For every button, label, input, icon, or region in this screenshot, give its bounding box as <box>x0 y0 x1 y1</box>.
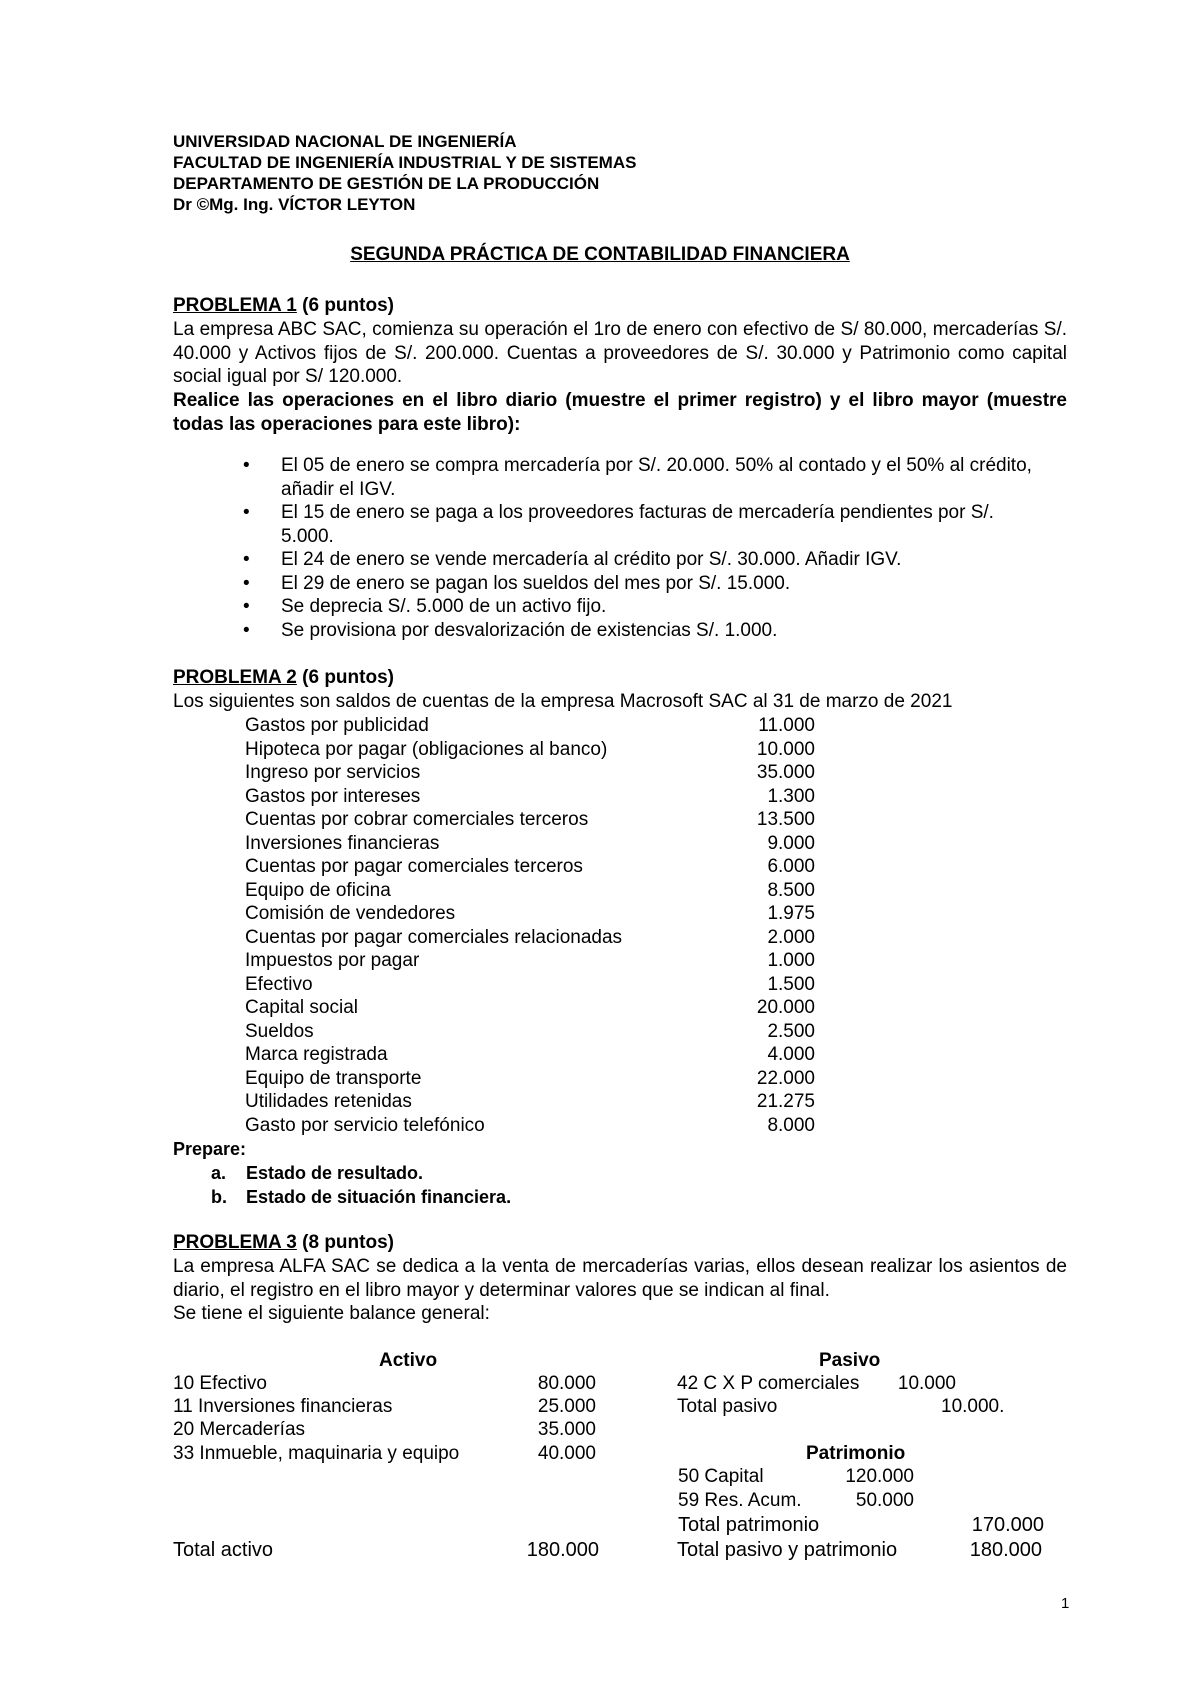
account-value: 1.975 <box>767 903 815 924</box>
list-item <box>245 832 815 856</box>
document-header <box>173 131 636 215</box>
total-pasivo-value: 10.000. <box>941 1396 1005 1417</box>
account-value: 11.000 <box>758 715 815 736</box>
list-item <box>173 1161 511 1185</box>
list-item <box>245 761 815 785</box>
header-university: UNIVERSIDAD NACIONAL DE INGENIERÍA <box>173 132 517 151</box>
list-item <box>245 1020 815 1044</box>
account-value: 8.500 <box>767 879 815 901</box>
activo-name: 11 Inversiones financieras <box>173 1396 393 1417</box>
account-value: 35.000 <box>756 762 815 783</box>
account-name: Sueldos <box>245 1020 314 1042</box>
account-value: 1.500 <box>767 973 815 995</box>
account-name: Impuestos por pagar <box>245 950 420 971</box>
capital-value: 120.000 <box>845 1466 914 1487</box>
account-value: 1.000 <box>767 950 815 971</box>
task-letter: a. <box>211 1163 227 1183</box>
pasivo-row-name: 42 C X P comerciales <box>677 1373 860 1394</box>
list-item: • El 05 de enero se compra mercadería por S/. 20.000. 50% al contado y el 50% al crédito, añadir el IGV. <box>243 454 1043 501</box>
header-faculty: FACULTAD DE INGENIERÍA INDUSTRIAL Y DE SISTEMAS <box>173 153 637 172</box>
list-item <box>245 926 815 950</box>
list-item <box>245 1043 815 1067</box>
account-name: Cuentas por cobrar comerciales terceros <box>245 809 589 830</box>
total-activo-value: 180.000 <box>526 1539 599 1561</box>
problem2-prepare <box>173 1137 511 1209</box>
account-name: Gasto por servicio telefónico <box>245 1114 485 1136</box>
account-value: 20.000 <box>756 997 815 1018</box>
problem1-instruction: Realice las operaciones en el libro diario (muestre el primer registro) y el libro mayor (muestre todas las operaciones para este libro): <box>173 390 1067 435</box>
total-patrimonio-label: Total patrimonio <box>678 1514 820 1536</box>
account-name: Gastos por intereses <box>245 785 421 807</box>
list-item: • El 24 de enero se vende mercadería al crédito por S/. 30.000. Añadir IGV. <box>243 548 1043 572</box>
account-name: Inversiones financieras <box>245 832 440 854</box>
problem2-heading-label: PROBLEMA 2 <box>173 667 297 688</box>
activo-value: 40.000 <box>537 1443 596 1464</box>
problem3-text: La empresa ALFA SAC se dedica a la venta de mercaderías varias, ellos desean realizar los asientos de diario, el registro en el libro mayor y determinar valores que se indican al final. <box>173 1256 1067 1301</box>
task-text: Estado de resultado. <box>246 1163 424 1183</box>
problem3-text2: Se tiene el siguiente balance general: <box>173 1303 490 1324</box>
account-name: Equipo de oficina <box>245 879 391 901</box>
problem2-heading <box>173 667 394 689</box>
patrimonio-title: Patrimonio <box>806 1443 906 1464</box>
problem2-points: (6 puntos) <box>296 667 394 688</box>
list-item: • El 15 de enero se paga a los proveedores facturas de mercadería pendientes por S/. 5.000. <box>243 501 1043 548</box>
page-number: 1 <box>1061 1595 1070 1612</box>
list-item <box>245 1067 815 1091</box>
list-item <box>245 714 815 738</box>
account-value: 1.300 <box>767 785 815 807</box>
list-item <box>245 855 815 879</box>
problem3-heading <box>173 1232 394 1254</box>
task-text: Estado de situación financiera. <box>246 1187 512 1207</box>
account-value: 13.500 <box>756 809 815 830</box>
list-item <box>173 1185 511 1209</box>
list-item <box>245 879 815 903</box>
problem3-points: (8 puntos) <box>296 1232 394 1253</box>
account-name: Gastos por publicidad <box>245 715 429 736</box>
problem1-heading <box>173 295 394 317</box>
account-value: 4.000 <box>767 1044 815 1065</box>
account-value: 2.000 <box>767 926 815 948</box>
total-pasivo-patrimonio-value: 180.000 <box>969 1539 1042 1561</box>
account-value: 6.000 <box>767 856 815 877</box>
list-item <box>245 996 815 1020</box>
activo-value: 80.000 <box>537 1373 596 1394</box>
account-value: 21.275 <box>756 1091 815 1112</box>
account-value: 2.500 <box>767 1020 815 1042</box>
account-value: 22.000 <box>756 1067 815 1089</box>
list-item <box>245 738 815 762</box>
account-value: 8.000 <box>767 1114 815 1136</box>
list-item <box>245 902 815 926</box>
account-name: Marca registrada <box>245 1044 388 1065</box>
account-value: 9.000 <box>767 832 815 854</box>
document-title: SEGUNDA PRÁCTICA DE CONTABILIDAD FINANCIERA <box>350 244 850 265</box>
list-item <box>245 785 815 809</box>
activo-title: Activo <box>379 1350 438 1371</box>
problem1-text: La empresa ABC SAC, comienza su operación el 1ro de enero con efectivo de S/ 80.000, mercaderías S/. 40.000 y Activos fijos de S/. 200.000. Cuentas a proveedores de S/. 30.000 y Patrimonio como capital social igual por S/ 120.000. <box>173 319 1067 387</box>
problem1-bullet-list <box>243 454 1043 642</box>
activo-name: 10 Efectivo <box>173 1373 267 1394</box>
account-name: Comisión de vendedores <box>245 903 456 924</box>
account-name: Ingreso por servicios <box>245 762 421 783</box>
account-value: 10.000 <box>756 738 815 760</box>
pasivo-row-value: 10.000 <box>897 1373 956 1394</box>
problem2-intro: Los siguientes son saldos de cuentas de la empresa Macrosoft SAC al 31 de marzo de 2021 <box>173 691 953 712</box>
problem1-heading-label: PROBLEMA 1 <box>173 295 297 316</box>
total-pasivo-label: Total pasivo <box>677 1396 778 1417</box>
header-author: Dr ©Mg. Ing. VÍCTOR LEYTON <box>173 195 416 214</box>
capital-label: 50 Capital <box>678 1466 764 1487</box>
list-item <box>245 1090 815 1114</box>
res-acum-value: 50.000 <box>855 1490 914 1511</box>
list-item: • Se provisiona por desvalorización de existencias S/. 1.000. <box>243 619 1043 643</box>
account-name: Hipoteca por pagar (obligaciones al banco) <box>245 738 608 760</box>
activo-value: 35.000 <box>537 1419 596 1440</box>
account-name: Cuentas por pagar comerciales relacionadas <box>245 926 623 948</box>
account-name: Efectivo <box>245 973 313 995</box>
list-item <box>245 973 815 997</box>
list-item <box>245 808 815 832</box>
res-acum-label: 59 Res. Acum. <box>678 1490 802 1511</box>
pasivo-title: Pasivo <box>819 1350 881 1371</box>
total-pasivo-patrimonio-label: Total pasivo y patrimonio <box>677 1539 898 1561</box>
problem1-points: (6 puntos) <box>296 295 394 316</box>
total-activo-label: Total activo <box>173 1539 274 1561</box>
activo-name: 20 Mercaderías <box>173 1419 306 1440</box>
account-name: Utilidades retenidas <box>245 1091 412 1112</box>
problem3-heading-label: PROBLEMA 3 <box>173 1232 297 1253</box>
account-name: Capital social <box>245 997 358 1018</box>
task-letter: b. <box>211 1187 227 1207</box>
prepare-label: Prepare: <box>173 1139 247 1159</box>
list-item: • Se deprecia S/. 5.000 de un activo fijo. <box>243 595 1043 619</box>
list-item <box>245 949 815 973</box>
header-department: DEPARTAMENTO DE GESTIÓN DE LA PRODUCCIÓN <box>173 174 600 193</box>
activo-value: 25.000 <box>537 1396 596 1417</box>
problem2-account-list <box>245 714 815 1137</box>
account-name: Cuentas por pagar comerciales terceros <box>245 856 583 877</box>
list-item: • El 29 de enero se pagan los sueldos del mes por S/. 15.000. <box>243 572 1043 596</box>
activo-name: 33 Inmueble, maquinaria y equipo <box>173 1443 460 1464</box>
account-name: Equipo de transporte <box>245 1067 422 1089</box>
total-patrimonio-value: 170.000 <box>971 1514 1044 1536</box>
list-item <box>245 1114 815 1138</box>
